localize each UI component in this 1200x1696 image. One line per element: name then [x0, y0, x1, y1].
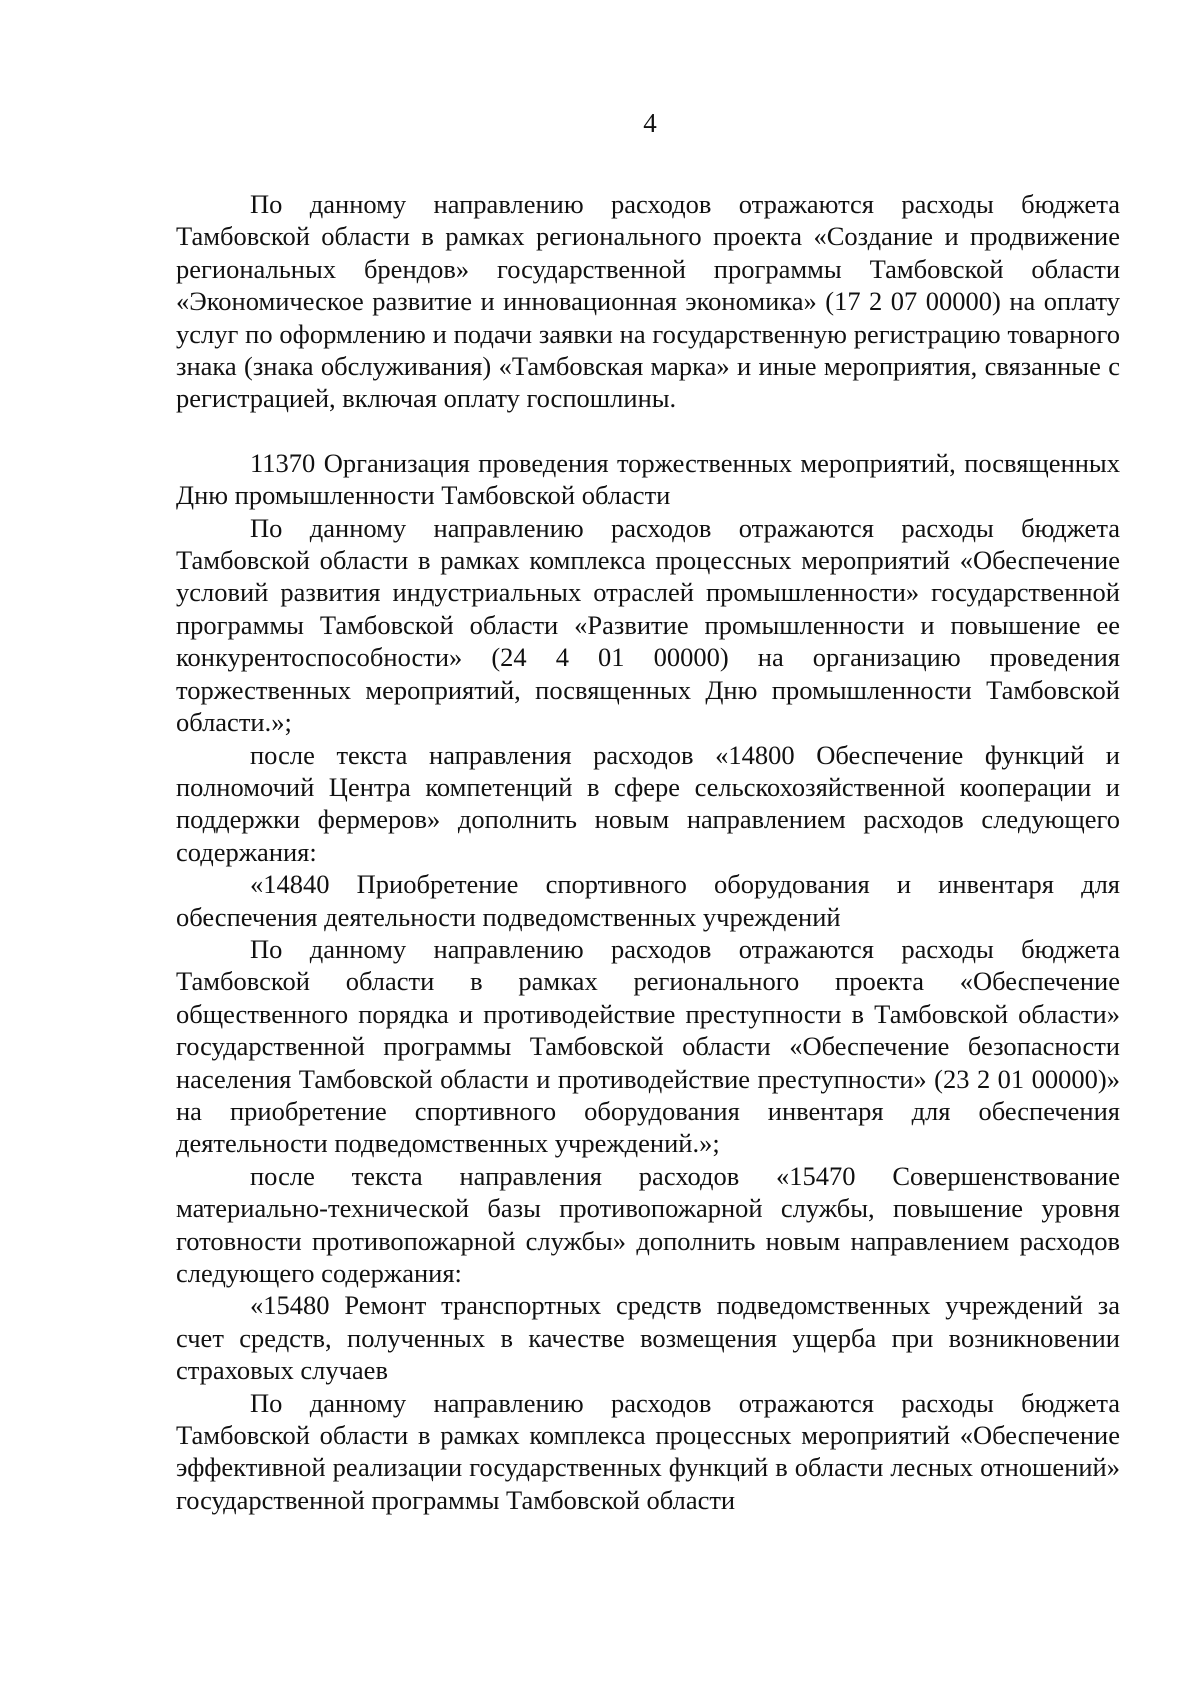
paragraph-11370-heading: 11370 Организация проведения торжественных мероприятий, посвященных Дню промышленности Тамбовской области — [176, 447, 1120, 511]
paragraph-14840-description: По данному направлению расходов отражаются расходы бюджета Тамбовской области в рамках регионального проекта «Обеспечение общественного порядка и противодействие преступности в Тамбовской области» государственной программы Тамбовской области «Обеспечение безопасности населения Тамбовской области и противодействие преступности» (23 2 01 00000)» на приобретение спортивного оборудования инвентаря для обеспечения деятельности подведомственных учреждений.»; — [176, 933, 1120, 1159]
paragraph-11370-description: По данному направлению расходов отражаются расходы бюджета Тамбовской области в рамках комплекса процессных мероприятий «Обеспечение условий развития индустриальных отраслей промышленности» государственной программы Тамбовской области «Развитие промышленности и повышение ее конкурентоспособности» (24 4 01 00000) на организацию проведения торжественных мероприятий, посвященных Дню промышленности Тамбовской области.»; — [176, 512, 1120, 738]
paragraph-15480-heading: «15480 Ремонт транспортных средств подведомственных учреждений за счет средств, полученных в качестве возмещения ущерба при возникновении страховых случаев — [176, 1290, 1120, 1386]
paragraph-14840-heading: «14840 Приобретение спортивного оборудования и инвентаря для обеспечения деятельности подведомственных учреждений — [176, 869, 1120, 932]
document-body — [176, 188, 1120, 1516]
paragraph-regional-brands: По данному направлению расходов отражаются расходы бюджета Тамбовской области в рамках регионального проекта «Создание и продвижение региональных брендов» государственной программы Тамбовской области «Экономическое развитие и инновационная экономика» (17 2 07 00000) на оплату услуг по оформлению и подачи заявки на государственную регистрацию товарного знака (знака обслуживания) «Тамбовская марка» и иные мероприятия, связанные с регистрацией, включая оплату госпошлины. — [176, 189, 1120, 414]
paragraph-15480-description: По данному направлению расходов отражаются расходы бюджета Тамбовской области в рамках комплекса процессных мероприятий «Обеспечение эффективной реализации государственных функций в области лесных отношений» государственной программы Тамбовской области — [176, 1387, 1120, 1515]
paragraph-after-14800: после текста направления расходов «14800 Обеспечение функций и полномочий Центра компетенций в сфере сельскохозяйственной кооперации и поддержки фермеров» дополнить новым направлением расходов следующего содержания: — [176, 739, 1120, 867]
page-number: 4 — [643, 108, 657, 138]
paragraph-after-15470: после текста направления расходов «15470 Совершенствование материально-технической базы противопожарной службы, повышение уровня готовности противопожарной службы» дополнить новым направлением расходов следующего содержания: — [176, 1160, 1120, 1288]
